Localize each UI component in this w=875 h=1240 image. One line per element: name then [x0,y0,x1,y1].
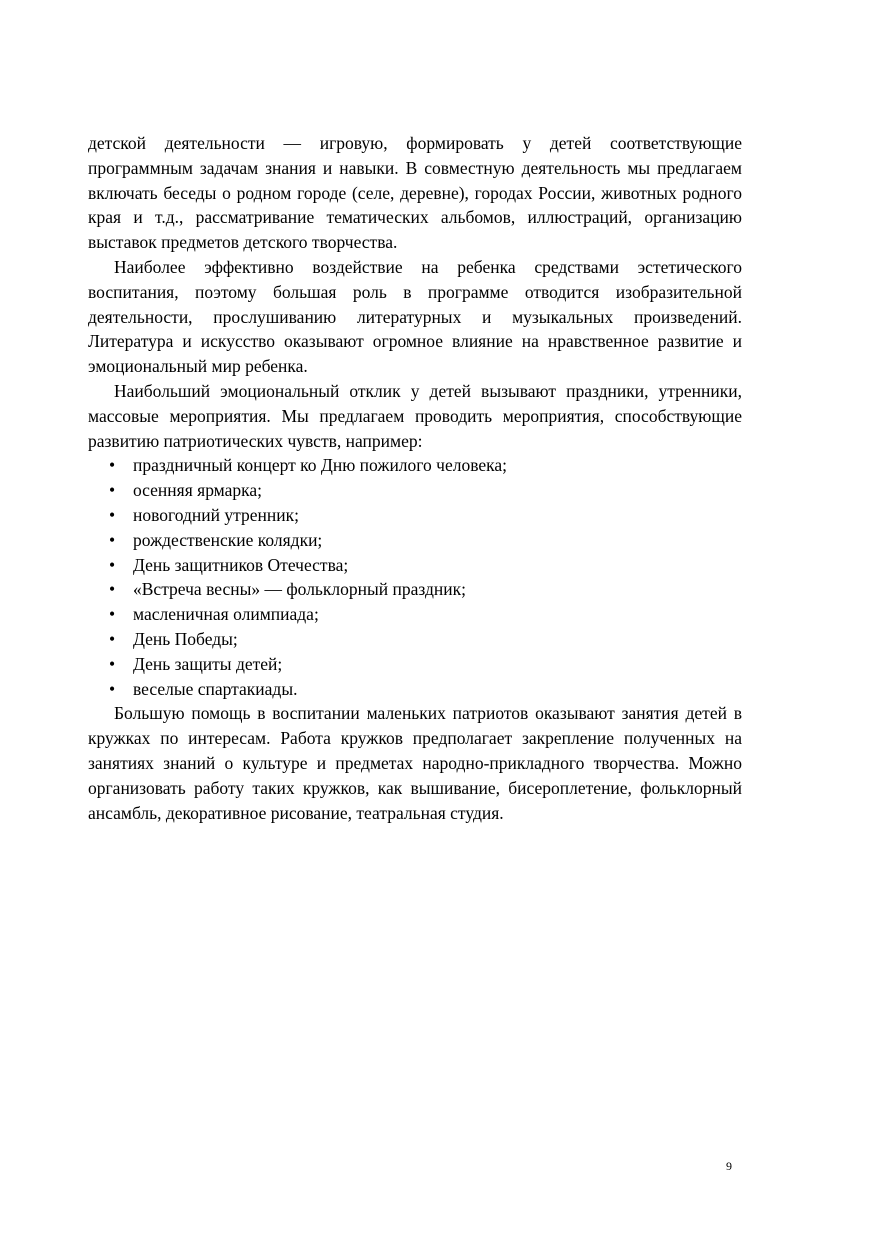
page-body [88,131,742,825]
bullet-icon: • [109,504,116,525]
bullet-icon: • [109,554,116,575]
list-item [88,553,742,578]
events-list [88,453,742,701]
list-item-text: веселые спартакиады. [133,678,298,699]
paragraph-aesthetic-education: Наиболее эффективно воздействие на ребенка средствами эстетического воспитания, поэтому большая роль в программе отводится изобразительной деятельности, прослушиванию литературных и музыкальных произведений. Литература и искусство оказывают огромное влияние на нравственное развитие и эмоциональный мир ребенка. [88,256,742,377]
list-item-text: осенняя ярмарка; [133,480,263,501]
list-item [88,627,742,652]
list-item-text: рождественские колядки; [133,529,323,550]
bullet-icon: • [109,653,116,674]
bullet-icon: • [109,604,116,625]
list-item [88,478,742,503]
list-item-text: новогодний утренник; [133,504,299,525]
list-item-text: День защиты детей; [133,653,283,674]
bullet-icon: • [109,678,116,699]
list-item [88,503,742,528]
bullet-icon: • [109,529,116,550]
list-item-text: праздничный концерт ко Дню пожилого человека; [133,455,508,476]
list-item [88,602,742,627]
list-item-text: День Победы; [133,628,238,649]
list-item-text: День защитников Отечества; [133,554,349,575]
list-item-text: масленичная олимпиада; [133,604,319,625]
list-item [88,652,742,677]
bullet-icon: • [109,455,116,476]
bullet-icon: • [109,579,116,600]
bullet-icon: • [109,628,116,649]
bullet-icon: • [109,480,116,501]
list-item [88,453,742,478]
paragraph-events: Наибольший эмоциональный отклик у детей вызывают праздники, утренники, массовые мероприятия. Мы предлагаем проводить мероприятия, способствующие развитию патриотических чувств, например: [88,380,742,451]
page-number: 9 [726,1159,732,1173]
list-item [88,677,742,702]
list-item [88,577,742,602]
list-item-text: «Встреча весны» — фольклорный праздник; [133,579,466,600]
list-item [88,528,742,553]
paragraph-clubs: Большую помощь в воспитании маленьких патриотов оказывают занятия детей в кружках по интересам. Работа кружков предполагает закрепление полученных на занятиях знаний о культуре и предметах народно-прикладного творчества. Можно организовать работу таких кружков, как вышивание, бисероплетение, фольклорный ансамбль, декоративное рисование, театральная студия. [88,703,742,823]
paragraph-continuation: детской деятельности — игровую, формировать у детей соответствующие программным задачам знания и навыки. В совместную деятельность мы предлагаем включать беседы о родном городе (селе, деревне), городах России, животных родного края и т.д., рассматривание тематических альбомов, иллюстраций, организацию выставок предметов детского творчества. [88,133,742,253]
